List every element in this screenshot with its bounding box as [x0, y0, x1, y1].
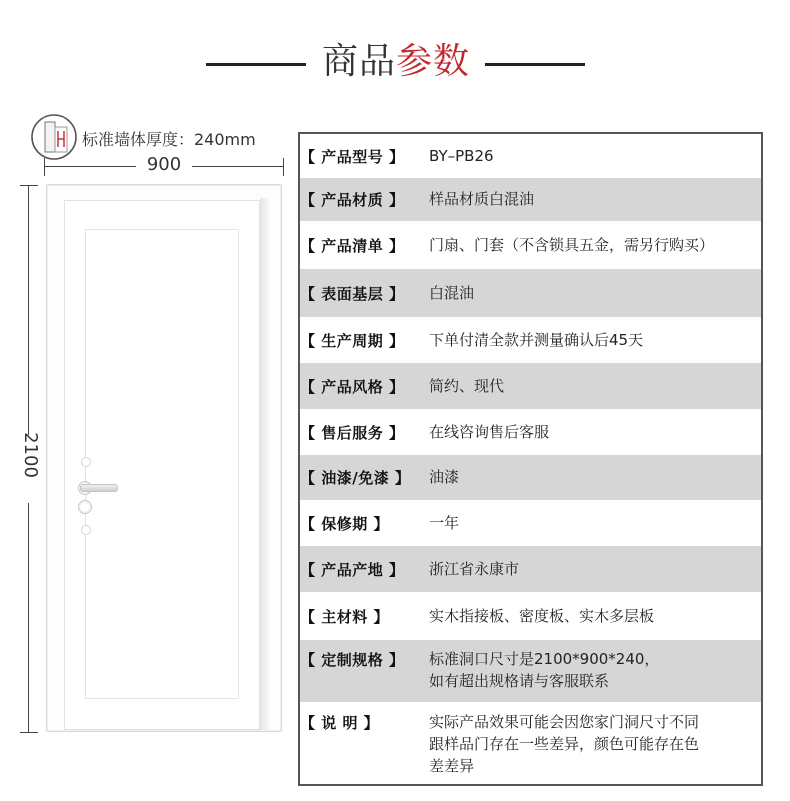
spec-row: [300, 363, 761, 409]
spec-row: [300, 455, 761, 500]
spec-value: 油漆: [429, 468, 460, 486]
spec-key: 【 油漆/免漆 】: [300, 469, 411, 487]
spec-table: [298, 132, 763, 786]
header-rule-right: [485, 63, 585, 66]
keyhole-icon: [78, 500, 92, 514]
door-stopper-icon: [81, 457, 91, 467]
door-leaf-image: [64, 200, 260, 730]
height-dimension: [14, 185, 44, 733]
spec-value: 一年: [429, 514, 460, 532]
spec-row: [300, 640, 761, 702]
width-value: 900: [146, 154, 182, 175]
spec-key: 【 主材料 】: [300, 608, 389, 626]
spec-row: [300, 546, 761, 592]
spec-row: [300, 221, 761, 269]
spec-row: [300, 134, 761, 178]
spec-value: 在线咨询售后客服: [429, 423, 550, 441]
spec-value: 浙江省永康市: [429, 560, 520, 578]
spec-key: 【 产品产地 】: [300, 561, 405, 579]
spec-key: 【 售后服务 】: [300, 424, 405, 442]
spec-key: 【 保修期 】: [300, 515, 389, 533]
spec-key: 【 产品型号 】: [300, 148, 405, 166]
spec-key: 【 生产周期 】: [300, 332, 405, 350]
spec-row: [300, 269, 761, 317]
header-rule-left: [206, 63, 306, 66]
title-part-1: 商品: [321, 41, 396, 82]
spec-key: 【 产品清单 】: [300, 237, 405, 255]
spec-value: 简约、现代: [429, 377, 505, 395]
spec-value: BY–PB26: [429, 147, 494, 165]
spec-value: 样品材质白混油: [429, 190, 535, 208]
spec-row: [300, 702, 761, 784]
spec-row: [300, 317, 761, 363]
spec-value: 实际产品效果可能会因您家门洞尺寸不同: [429, 713, 700, 731]
spec-value-line-2: 如有超出规格请与客服联系: [429, 672, 610, 690]
spec-key: 【 定制规格 】: [300, 651, 405, 669]
spec-row: [300, 500, 761, 546]
spec-value: 白混油: [429, 284, 475, 302]
spec-value: 实木指接板、密度板、实木多层板: [429, 607, 655, 625]
door-frame-shadow: [260, 198, 270, 730]
door-handle-icon: [80, 484, 118, 492]
section-title: [312, 36, 480, 88]
spec-row: [300, 409, 761, 455]
spec-key: 【 产品风格 】: [300, 378, 405, 396]
spec-value: 门扇、门套（不含锁具五金，需另行购买）: [429, 236, 715, 254]
spec-key: 【 说 明 】: [300, 714, 380, 732]
section-header: [0, 36, 790, 92]
height-value: 2100: [20, 432, 41, 478]
spec-key: 【 产品材质 】: [300, 191, 405, 209]
door-stopper-icon: [81, 525, 91, 535]
spec-row: [300, 592, 761, 640]
spec-row: [300, 178, 761, 221]
spec-key: 【 表面基层 】: [300, 285, 405, 303]
title-part-2: 参数: [396, 41, 471, 82]
width-dimension: [44, 152, 284, 182]
spec-value-line-2: 跟样品门存在一些差异，颜色可能存在色: [429, 735, 700, 753]
spec-value-line-3: 差差异: [429, 757, 475, 775]
spec-value: 下单付清全款并测量确认后45天: [429, 331, 644, 349]
door-panel-groove: [85, 229, 239, 699]
wall-thickness-text: 标准墙体厚度：240mm: [82, 130, 256, 149]
spec-value: 标准洞口尺寸是2100*900*240，: [429, 650, 660, 668]
